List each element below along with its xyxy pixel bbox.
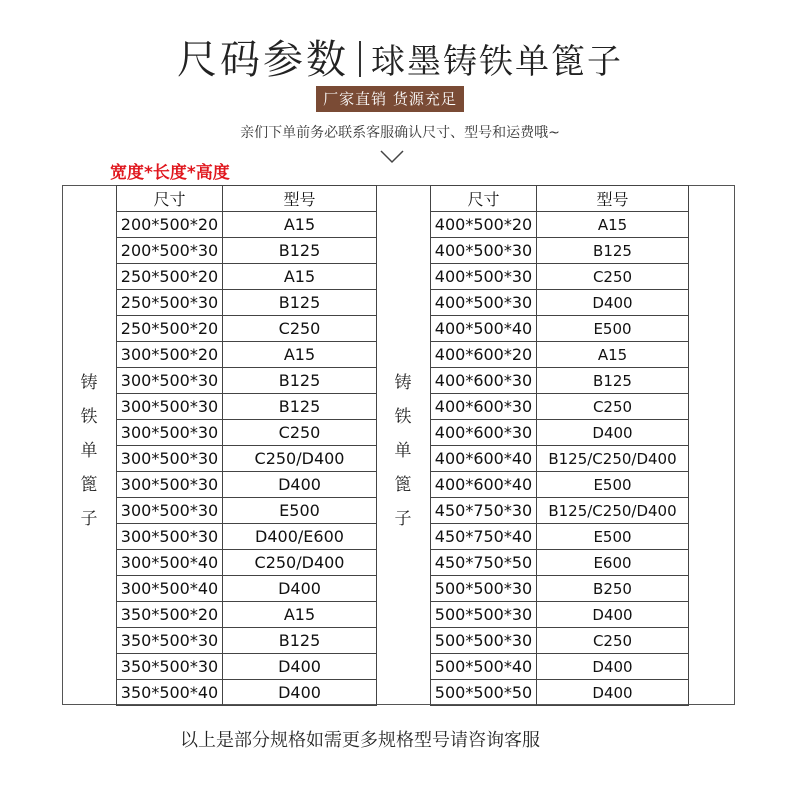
model-cell: C250 [537,394,689,420]
page-title [0,28,800,85]
side-label-char: 铁 [80,407,98,427]
size-cell: 300*500*30 [117,394,223,420]
size-cell: 300*500*30 [117,446,223,472]
model-cell: E500 [537,316,689,342]
size-cell: 250*500*20 [117,316,223,342]
size-cell: 500*500*40 [431,654,537,680]
model-cell: B125 [223,238,377,264]
model-cell: D400 [223,576,377,602]
table-row [117,628,377,654]
size-cell: 400*600*30 [431,368,537,394]
footer-note: 以上是部分规格如需更多规格型号请咨询客服 [180,730,540,751]
size-cell: 400*600*20 [431,342,537,368]
table-row [431,654,689,680]
table-row [117,316,377,342]
model-cell: A15 [223,264,377,290]
table-row [431,446,689,472]
table-row [431,368,689,394]
model-cell: E500 [223,498,377,524]
title-divider [359,41,361,77]
model-cell: D400 [537,680,689,706]
size-cell: 400*500*40 [431,316,537,342]
size-cell: 350*500*30 [117,654,223,680]
model-cell: D400 [537,602,689,628]
size-cell: 500*500*50 [431,680,537,706]
size-cell: 400*500*30 [431,290,537,316]
size-cell: 300*500*30 [117,420,223,446]
side-label-char: 单 [394,441,412,461]
table-row [117,264,377,290]
column-header-size: 尺寸 [117,186,223,212]
table-row [431,212,689,238]
model-cell: C250/D400 [223,446,377,472]
table-row [117,290,377,316]
model-cell: E500 [537,524,689,550]
model-cell: D400/E600 [223,524,377,550]
table-row [117,680,377,706]
model-cell: C250 [223,420,377,446]
size-cell: 300*500*40 [117,550,223,576]
column-header-model: 型号 [223,186,377,212]
table-row [117,420,377,446]
model-cell: B125 [223,394,377,420]
table-row [117,342,377,368]
model-cell: B125/C250/D400 [537,446,689,472]
table-row [117,654,377,680]
table-row [431,264,689,290]
table-row [431,680,689,706]
side-label-char: 铁 [394,407,412,427]
table-header-row [431,186,689,212]
spec-table-right [430,185,689,706]
size-cell: 500*500*30 [431,628,537,654]
size-cell: 400*600*30 [431,420,537,446]
size-cell: 400*600*40 [431,472,537,498]
model-cell: D400 [537,420,689,446]
model-cell: E600 [537,550,689,576]
size-cell: 300*500*40 [117,576,223,602]
spec-table-left [116,185,377,706]
size-cell: 300*500*30 [117,498,223,524]
table-header-row [117,186,377,212]
side-label-char: 子 [80,509,98,529]
side-label-right [376,366,430,536]
subtitle-text: 球墨铸铁单篦子 [371,42,623,82]
table-row [117,550,377,576]
model-cell: B125 [223,368,377,394]
model-cell: B125 [223,290,377,316]
side-label-left [62,366,116,536]
table-row [431,628,689,654]
model-cell: A15 [537,212,689,238]
model-cell: D400 [537,654,689,680]
size-cell: 350*500*20 [117,602,223,628]
model-cell: D400 [537,290,689,316]
side-label-char: 铸 [80,373,98,393]
table-row [117,446,377,472]
table-row [117,576,377,602]
side-label-char: 铸 [394,373,412,393]
column-header-model: 型号 [537,186,689,212]
table-row [117,394,377,420]
table-row [431,602,689,628]
table-row [431,472,689,498]
size-cell: 500*500*30 [431,576,537,602]
table-row [431,550,689,576]
table-row [117,524,377,550]
size-cell: 450*750*30 [431,498,537,524]
model-cell: B250 [537,576,689,602]
size-cell: 400*600*40 [431,446,537,472]
model-cell: C250 [537,264,689,290]
model-cell: A15 [537,342,689,368]
chevron-down-icon [380,150,404,164]
table-row [117,498,377,524]
size-cell: 450*750*40 [431,524,537,550]
model-cell: A15 [223,212,377,238]
model-cell: C250 [537,628,689,654]
table-row [431,290,689,316]
table-row [431,316,689,342]
dimensions-label: 宽度*长度*高度 [110,163,230,183]
table-row [431,394,689,420]
side-label-char: 子 [394,509,412,529]
table-row [431,420,689,446]
table-row [431,524,689,550]
model-cell: C250/D400 [223,550,377,576]
size-cell: 300*500*30 [117,472,223,498]
model-cell: D400 [223,654,377,680]
size-cell: 300*500*30 [117,524,223,550]
model-cell: B125/C250/D400 [537,498,689,524]
size-cell: 300*500*30 [117,368,223,394]
table-row [117,472,377,498]
size-cell: 200*500*20 [117,212,223,238]
size-cell: 300*500*20 [117,342,223,368]
table-row [431,498,689,524]
contact-notice: 亲们下单前务必联系客服确认尺寸、型号和运费哦~ [240,125,560,141]
table-row [117,368,377,394]
size-cell: 500*500*30 [431,602,537,628]
size-cell: 400*600*30 [431,394,537,420]
size-cell: 250*500*30 [117,290,223,316]
table-row [431,342,689,368]
size-cell: 200*500*30 [117,238,223,264]
model-cell: D400 [223,472,377,498]
table-row [117,212,377,238]
model-cell: D400 [223,680,377,706]
model-cell: E500 [537,472,689,498]
size-cell: 350*500*40 [117,680,223,706]
table-body-left [117,212,377,706]
size-cell: 400*500*20 [431,212,537,238]
side-label-char: 篦 [394,475,412,495]
table-row [117,602,377,628]
table-row [431,238,689,264]
size-cell: 350*500*30 [117,628,223,654]
model-cell: B125 [537,368,689,394]
column-header-size: 尺寸 [431,186,537,212]
model-cell: A15 [223,342,377,368]
size-cell: 250*500*20 [117,264,223,290]
side-label-char: 单 [80,441,98,461]
side-label-char: 篦 [80,475,98,495]
model-cell: B125 [223,628,377,654]
table-row [431,576,689,602]
factory-direct-badge: 厂家直销 货源充足 [316,86,464,112]
model-cell: A15 [223,602,377,628]
size-cell: 400*500*30 [431,264,537,290]
model-cell: B125 [537,238,689,264]
title-text: 尺码参数 [177,37,349,83]
size-cell: 400*500*30 [431,238,537,264]
table-body-right [431,212,689,706]
table-row [117,238,377,264]
model-cell: C250 [223,316,377,342]
size-cell: 450*750*50 [431,550,537,576]
